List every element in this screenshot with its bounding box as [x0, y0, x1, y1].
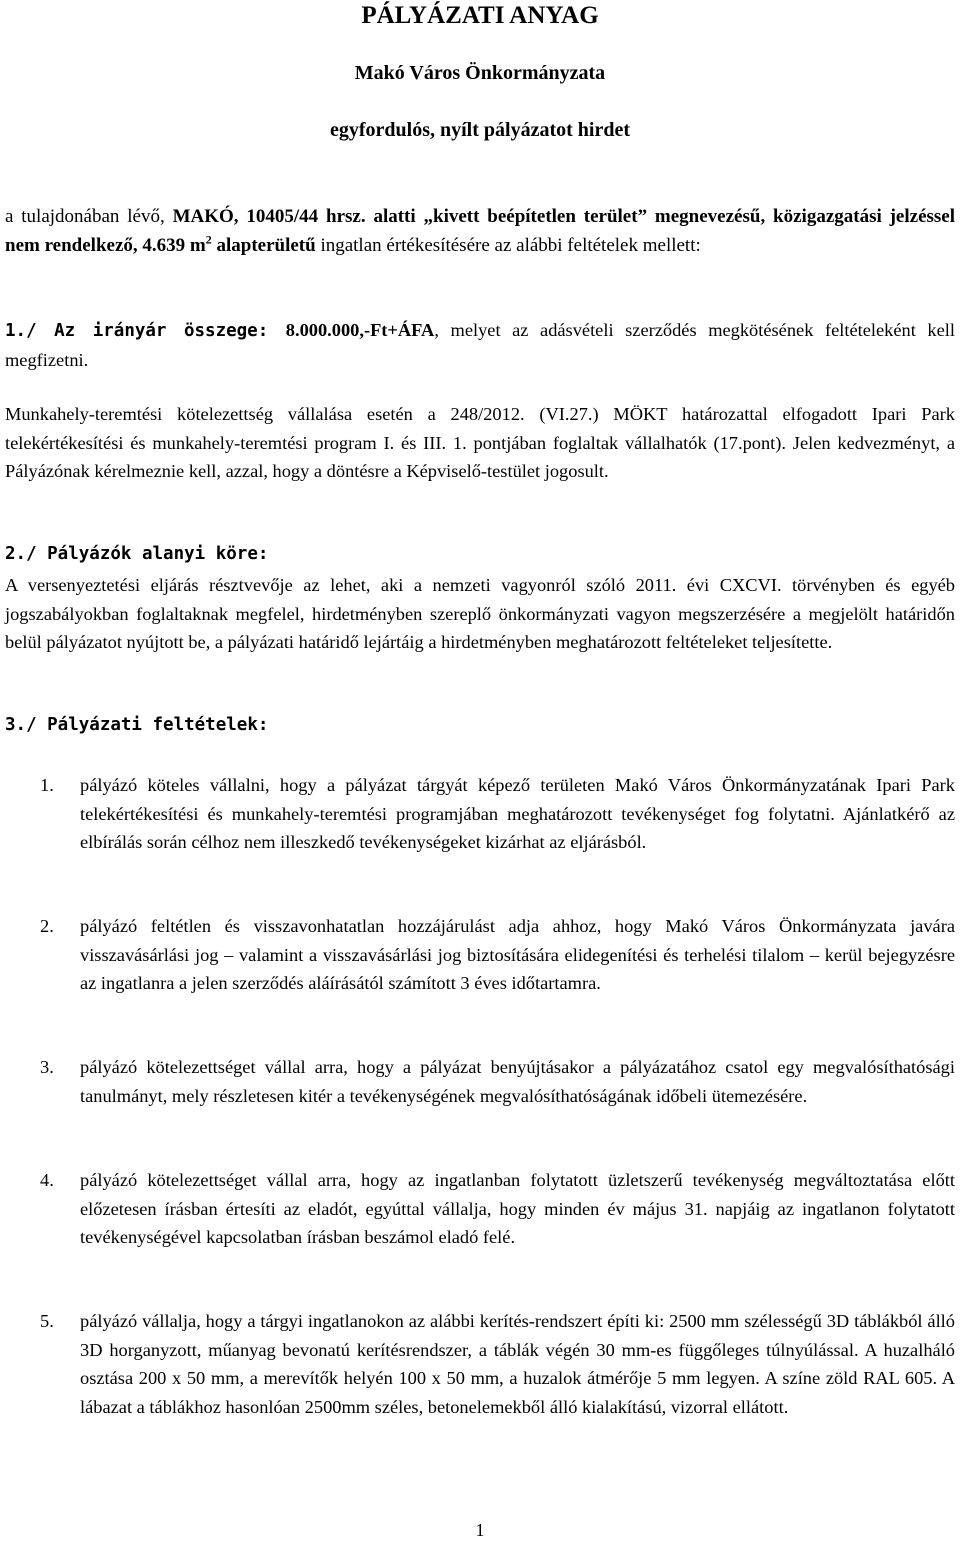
section2-paragraph: A versenyeztetési eljárás résztvevője az lehet, aki a nemzeti vagyonról szóló 2011. évi CXCVI. törvényben és egyéb jogszabályokban foglaltaknak megfelel, hirdetményben szereplő önkormányzati vagyon megszerzésére a megjelölt határidőn belül pályázatot nyújtott be, a pályázati határidő lejártáig a hirdetményben meghatározott feltételeket teljesítette. — [5, 575, 955, 652]
intro-text-1: a tulajdonában lévő, — [5, 206, 173, 227]
condition-number: 4. — [40, 1170, 54, 1190]
condition-item-4 — [40, 1166, 955, 1252]
property-description: MAKÓ, 10405/44 hrsz. alatti „kivett beépítetlen terület” megnevezésű, közigazgatási jelzéssel nem rendelkező, 4.639 m — [5, 206, 956, 256]
condition-number: 1. — [40, 775, 54, 795]
condition-item-3 — [40, 1053, 955, 1110]
condition-text: pályázó köteles vállalni, hogy a pályázat tárgyát képező területen Makó Város Önkormányzatának Ipari Park telekértékesítési és munkahely-teremtési programjában meghatározott tevékenységet fog folytatni. Ajánlatkérő az elbírálás során célhoz nem illeszkedő tevékenységeket kizárhat az eljárásból. — [80, 775, 955, 852]
section2-heading — [5, 543, 268, 565]
condition-text: pályázó vállalja, hogy a tárgyi ingatlanokon az alábbi kerítés-rendszert építi ki: 2500 mm szélességű 3D táblákból álló 3D horganyzott, műanyag bevonatú kerítésrendszer, a táblák végén 30 mm-es függőleges túlnyúlással. A huzalháló osztása 200 x 50 mm, a merevítők helyén 100 x 50 mm, a huzalok átmérője 5 mm legyen. A színe zöld RAL 605. A lábazat a táblákhoz hasonlóan 2500mm széles, betonelemekből álló kialakítású, vizorral ellátott. — [80, 1311, 955, 1417]
section2-heading-text: 2./ Pályázók alanyi köre: — [5, 544, 269, 564]
page-number: 1 — [475, 1520, 485, 1540]
issuer-name: Makó Város Önkormányzata — [354, 62, 606, 84]
condition-number: 5. — [40, 1311, 54, 1331]
condition-number: 3. — [40, 1057, 54, 1077]
condition-text: pályázó kötelezettséget vállal arra, hogy a pályázat benyújtásakor a pályázatához csatol egy megvalósíthatósági tanulmányt, mely részletesen kitér a tevékenységének megvalósíthatóságának időbeli ütemezésére. — [80, 1057, 955, 1106]
section3-heading — [5, 714, 268, 736]
condition-item-5 — [40, 1307, 955, 1421]
condition-number: 2. — [40, 916, 54, 936]
area-label: alapterületű — [211, 235, 316, 256]
condition-item-1 — [40, 771, 955, 857]
section3-heading-text: 3./ Pályázati feltételek: — [5, 715, 269, 735]
section1-rest: , melyet az adásvételi szerződés megkötésének feltételeként kell megfizetni. — [5, 320, 955, 370]
intro-text-2: ingatlan értékesítésére az alábbi feltételek mellett: — [315, 235, 701, 256]
intro-paragraph — [5, 202, 955, 260]
area-unit-superscript: 2 — [205, 232, 212, 247]
job-creation-note: Munkahely-teremtési kötelezettség vállalása esetén a 248/2012. (VI.27.) MÖKT határozattal elfogadott Ipari Park telekértékesítési és munkahely-teremtési program I. és III. 1. pontjában foglaltak vállalhatók (17.pont). Jelen kedvezményt, a Pályázónak kérelmeznie kell, azzal, hogy a döntésre a Képviselő-testület jogosult. — [5, 404, 955, 481]
price-amount: 8.000.000,-Ft+ÁFA — [285, 320, 435, 340]
condition-text: pályázó feltétlen és visszavonhatatlan hozzájárulást adja ahhoz, hogy Makó Város Önkormányzata javára visszavásárlási jog – valamint a visszavásárlási jog biztosítására elidegenítési és terhelési tilalom – kerül bejegyzésre az ingatlanra a jelen szerződés aláírásától számított 3 éves időtartamra. — [80, 916, 955, 993]
section1-paragraph — [5, 316, 955, 374]
section1-label: 1./ Az irányár összege: — [5, 321, 286, 341]
condition-item-2 — [40, 912, 955, 998]
condition-text: pályázó kötelezettséget vállal arra, hogy az ingatlanban folytatott üzletszerű tevékenység megváltoztatása előtt előzetesen írásban értesíti az eladót, egyúttal vállalja, hogy minden év május 31. napjáig az ingatlanon folytatott tevékenységével kapcsolatban írásban beszámol eladó felé. — [80, 1170, 955, 1247]
announcement-line: egyfordulós, nyílt pályázatot hirdet — [330, 119, 630, 141]
document-title: PÁLYÁZATI ANYAG — [361, 2, 599, 29]
